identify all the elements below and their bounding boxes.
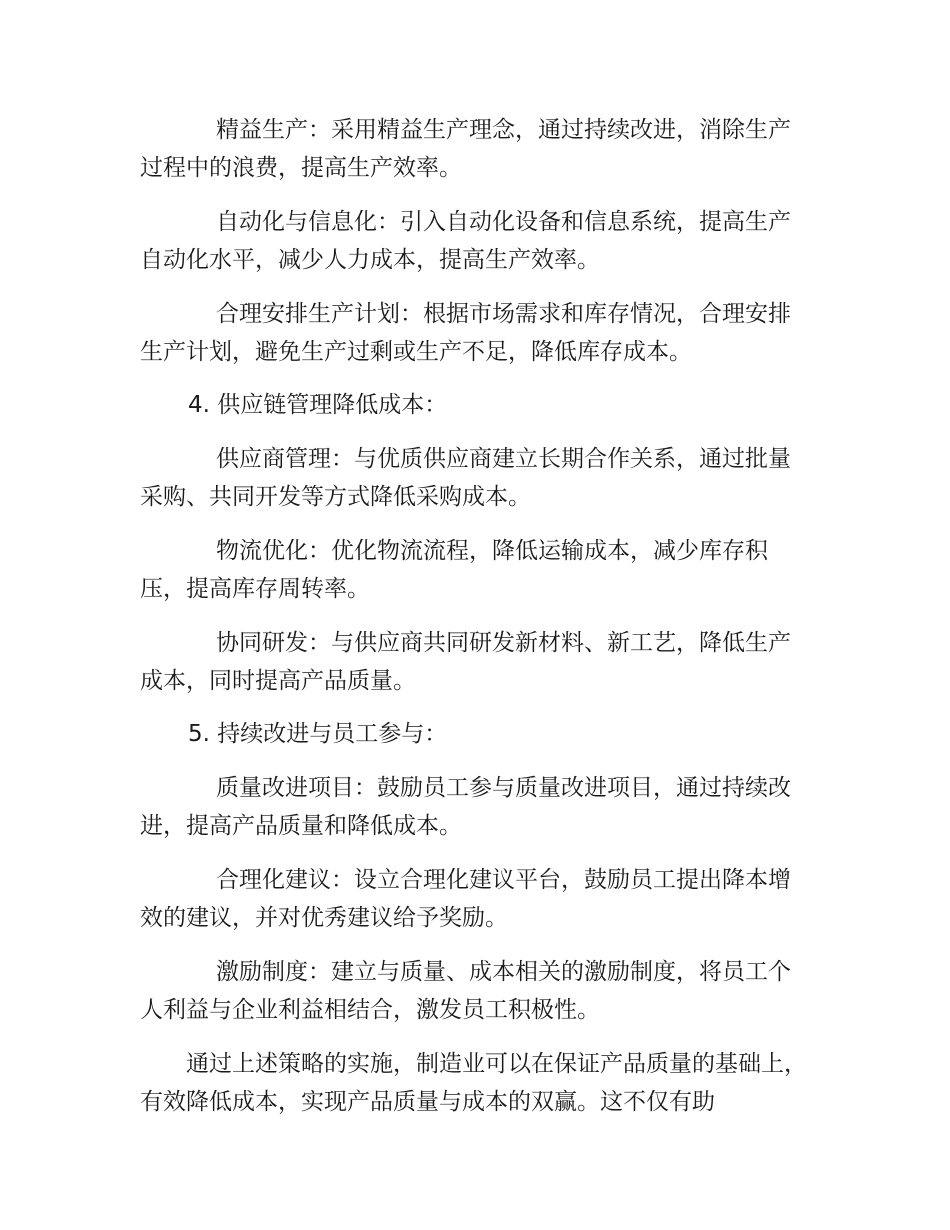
paragraph-conclusion: 通过上述策略的实施，制造业可以在保证产品质量的基础上，有效降低成本，实现产品质量与成本的双赢。这不仅有助	[140, 1051, 807, 1115]
paragraph-quality-projects: 质量改进项目：鼓励员工参与质量改进项目，通过持续改进，提高产品质量和降低成本。	[140, 775, 791, 839]
paragraph-automation: 自动化与信息化：引入自动化设备和信息系统，提高生产自动化水平，减少人力成本，提高生产效率。	[140, 209, 791, 273]
paragraph-production-planning: 合理安排生产计划：根据市场需求和库存情况，合理安排生产计划，避免生产过剩或生产不足，降低库存成本。	[140, 301, 791, 365]
paragraph-supplier-management: 供应商管理：与优质供应商建立长期合作关系，通过批量采购、共同开发等方式降低采购成本。	[140, 446, 791, 510]
paragraph-incentives: 激励制度：建立与质量、成本相关的激励制度，将员工个人利益与企业利益相结合，激发员工积极性。	[140, 959, 791, 1023]
heading-continuous-improvement: 5. 持续改进与员工参与：	[188, 721, 448, 747]
paragraph-lean-production: 精益生产：采用精益生产理念，通过持续改进，消除生产过程中的浪费，提高生产效率。	[140, 117, 791, 181]
heading-supply-chain: 4. 供应链管理降低成本：	[188, 392, 448, 418]
paragraph-joint-rd: 协同研发：与供应商共同研发新材料、新工艺，降低生产成本，同时提高产品质量。	[140, 630, 791, 694]
paragraph-logistics: 物流优化：优化物流流程，降低运输成本，减少库存积压，提高库存周转率。	[140, 538, 768, 602]
paragraph-suggestions: 合理化建议：设立合理化建议平台，鼓励员工提出降本增效的建议，并对优秀建议给予奖励。	[140, 867, 791, 931]
